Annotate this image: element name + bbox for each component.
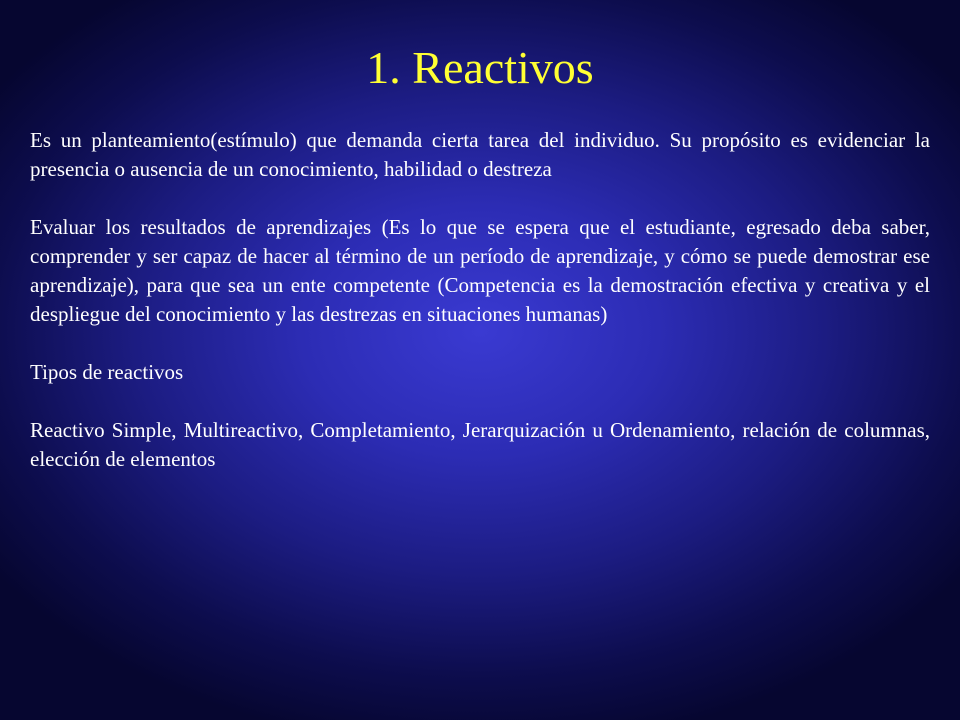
slide-body <box>30 126 930 474</box>
slide-title: 1. Reactivos <box>366 42 594 93</box>
paragraph-evaluation: Evaluar los resultados de aprendizajes (Es lo que se espera que el estudiante, egresado deba saber, comprender y ser capaz de hacer al término de un período de aprendizaje, y cómo se puede demostrar ese aprendizaje), para que sea un ente competente (Competencia es la demostración efectiva y creativa y el despliegue del conocimiento y las destrezas en situaciones humanas) <box>30 215 930 326</box>
paragraph-types-heading: Tipos de reactivos <box>30 360 184 384</box>
paragraph-definition: Es un planteamiento(estímulo) que demanda cierta tarea del individuo. Su propósito es evidenciar la presencia o ausencia de un conocimiento, habilidad o destreza <box>30 128 930 181</box>
paragraph-types-list: Reactivo Simple, Multireactivo, Completamiento, Jerarquización u Ordenamiento, relación de columnas, elección de elementos <box>30 418 930 471</box>
